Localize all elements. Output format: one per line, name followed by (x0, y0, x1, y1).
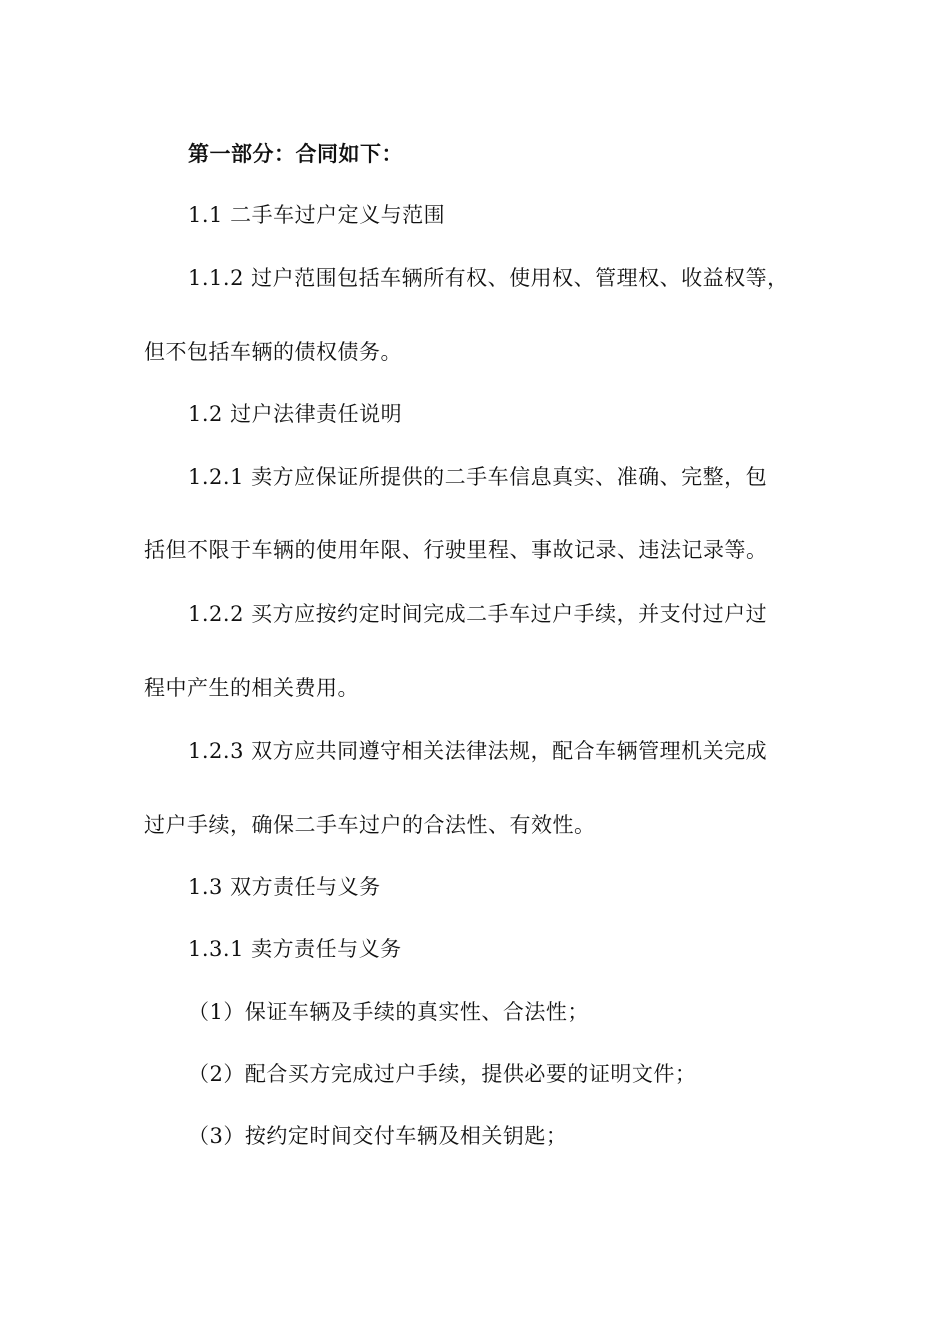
clause-1-2-1-line-2: 括但不限于车辆的使用年限、行驶里程、事故记录、违法记录等。 (144, 538, 768, 562)
clause-1-2-3-line-1: 1.2.3 双方应共同遵守相关法律法规，配合车辆管理机关完成 (188, 739, 768, 763)
list-item-3: （3）按约定时间交付车辆及相关钥匙； (188, 1124, 568, 1148)
clause-1-1-2-line-2: 但不包括车辆的债权债务。 (144, 340, 402, 364)
clause-1-1-title: 1.1 二手车过户定义与范围 (188, 203, 446, 227)
clause-1-3-1-title: 1.3.1 卖方责任与义务 (188, 937, 402, 961)
list-item-2: （2）配合买方完成过户手续，提供必要的证明文件； (188, 1062, 697, 1086)
clause-1-3-title: 1.3 双方责任与义务 (188, 875, 381, 899)
section-heading: 第一部分：合同如下： (188, 141, 403, 166)
list-item-1: （1）保证车辆及手续的真实性、合法性； (188, 1000, 589, 1024)
clause-1-2-title: 1.2 过户法律责任说明 (188, 402, 403, 426)
clause-1-2-2-line-1: 1.2.2 买方应按约定时间完成二手车过户手续，并支付过户过 (188, 602, 768, 626)
clause-1-2-3-line-2: 过户手续，确保二手车过户的合法性、有效性。 (144, 813, 596, 837)
clause-1-2-1-line-1: 1.2.1 卖方应保证所提供的二手车信息真实、准确、完整，包 (188, 465, 768, 489)
clause-1-1-2-line-1: 1.1.2 过户范围包括车辆所有权、使用权、管理权、收益权等， (188, 266, 789, 290)
clause-1-2-2-line-2: 程中产生的相关费用。 (144, 676, 359, 700)
